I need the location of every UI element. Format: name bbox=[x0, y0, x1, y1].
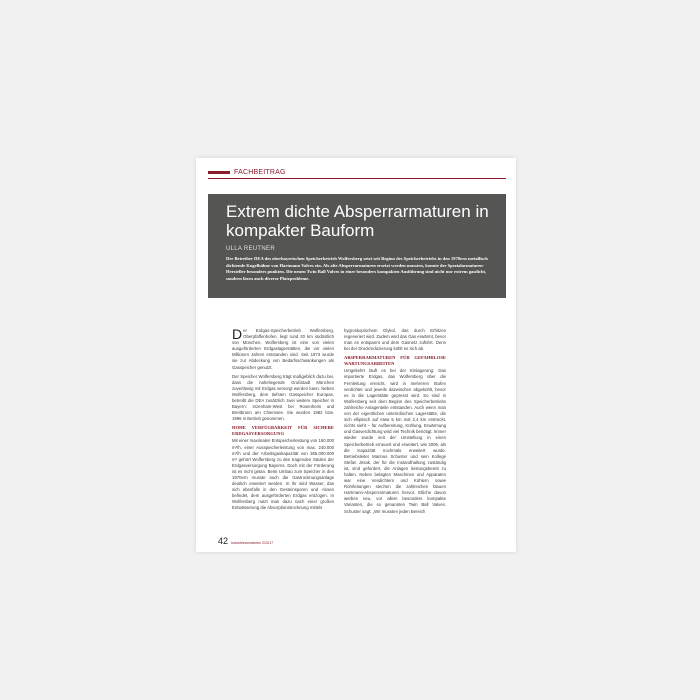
section-label: FACHBEITRAG bbox=[234, 168, 286, 176]
body-column-right bbox=[344, 328, 446, 518]
paragraph-text: hygroskopischem Glykol, das durch Erhitzen regeneriert wird. Zudem wird das Gas erwärmt, bevor man es entspannt und dem Gasnetz zuführt. Denn bei der Druckreduzierung kühlt es sich ab. bbox=[344, 328, 446, 352]
paragraph-text: er Erdgas-Speicherbetrieb Wolfersberg, Oberpfaffenhofen, liegt rund 20 km südöstlich von München. Wolfersberg ist eine von vielen ausgeförderten Erdgaslagerstätten, die vor vielen Millionen Jahren entstanden sind. Seit 1973 wurde sie zur Abdeckung von Bedarfsschwankungen als Gasspeicher genutzt. bbox=[232, 328, 334, 370]
drop-cap: D bbox=[232, 326, 243, 342]
section-tag bbox=[208, 168, 286, 176]
paragraph-text: Der Speicher Wolfersberg trägt maßgeblich dazu bei, dass die naheliegende Großstadt München zuverlässig mit Erdgas versorgt werden kann. Neben Wolfersberg, dem tiefsten Gasspeicher Europas, betreibt die DEA zusätzlich zwei weitere Speicher in Bayern: Inzenham-West bei Rosenheim und Breitbrunn am Chiemsee. Sie wurden 1982 bzw. 1996 in Betrieb genommen. bbox=[232, 373, 334, 422]
journal-name: Industriearmaturen 2/2017 bbox=[231, 541, 274, 545]
body-paragraph bbox=[344, 328, 446, 352]
paragraph-text: Mit einer maximalen Entspeicherleistung von 160.000 m³/h, einer Ausspeicherleistung von max. 240.000 m³/h und der Arbeitsgaskapazität von 365.000.000 m³ gehört Wolfersberg zu den tragenden Säulen der Erdgasversorgung Bayerns. Doch mit der Förderung ist es nicht getan. Beim Umbau zum Speicher in den 1970ern musste auch die Gastrocknungsanlage deutlich erweitert werden. In ihr wird Wasser, das sich ebenfalls in den Gesteinsporen und -rissen befindet, dem ausgeförderten Erdgas entzogen. In Wolfersberg nutzt man dazu nach einer großen Entwässerung die Absorptionstrocknung mittels bbox=[232, 438, 334, 511]
body-paragraph bbox=[232, 438, 334, 511]
body-paragraph bbox=[344, 368, 446, 514]
section-divider bbox=[208, 178, 506, 179]
page-footer bbox=[218, 536, 273, 546]
article-header bbox=[208, 194, 506, 298]
article-title: Extrem dichte Absperrarmaturen in kompakter Bauform bbox=[226, 202, 489, 240]
body-paragraph bbox=[232, 328, 334, 371]
body-paragraph bbox=[232, 374, 334, 423]
body-column-left bbox=[232, 328, 334, 515]
subheading: ABSPERRARMATUREN FÜR GEFAHRLOSE WARTUNGSARBEITEN bbox=[344, 355, 446, 367]
page-number: 42 bbox=[218, 536, 229, 546]
subheading: HOHE VERFÜGBARKEIT FÜR SICHERE ERDGASVERSORGUNG bbox=[232, 425, 334, 437]
article-author: ULLA REUTNER bbox=[226, 246, 275, 252]
section-accent-bar bbox=[208, 171, 230, 174]
paragraph-text: Umgekehrt läuft es bei der Einlagerung: Das importierte Erdgas, das Wolfersberg über die Fernleitung erreicht, wird in mehreren Stufen verdichtet und jeweils dazwischen abgekühlt, bevor es in die Lagerstätte gepresst wird. So sind in Wolfersberg seit dem Beginn des Speicherbetriebs zahlreiche Anlagenteile entstanden. Auch wenn man von der eigentlichen unterirdischen Lagerstätte, die sich elliptisch auf etwa 5 km mal 2,4 km erstreckt, nichts sieht – für Aufbereitung, Kühlung, Erwärmung und Gasverdichtung wird viel Technik benötigt. Immer wieder wurde seit der Umstellung in einen Speicherbetrieb erneuert und erweitert, wie 2006, als die Kapazität nochmals erweitert wurde. Betriebsleiter Marinus Schuster und sein Kollege Stefan Jirsak, der für die Instandhaltung zuständig ist, sind gefordert, die Anlagen leistungsbereit zu halten. Neben belagten Maschinen und Apparaten war eine Vendichtern und Kühlern sowie Rohrleitungen stechen die zahlreichen blauen Hartmann-Absperrarmaturen hervor. Etliche davon werben neu, vor allem besonders kompakte Varianten, die so genannten Twin Ball Valves. Schuster sagt: „Wir mussten jeden Bereich bbox=[344, 368, 446, 514]
magazine-page bbox=[196, 158, 516, 552]
article-lead: Der Betreiber DEA des oberbayerischen Speicherbetrieb Wolfersberg setzt seit Beginn des Speicherbetriebs in den 1970ern metallisch dichtende Kugelhähne von Hartmann Valves ein. Als alte Absperrarmaturen ersetzt werden mussten, konnte der Spezialarmaturen-Hersteller besonders punkten. Die neuen Twin Ball Valves in einer besonders kompakten Ausführung sind nicht nur extrem gasdicht, sondern lösen auch diverse Platzprobleme. bbox=[226, 256, 488, 281]
